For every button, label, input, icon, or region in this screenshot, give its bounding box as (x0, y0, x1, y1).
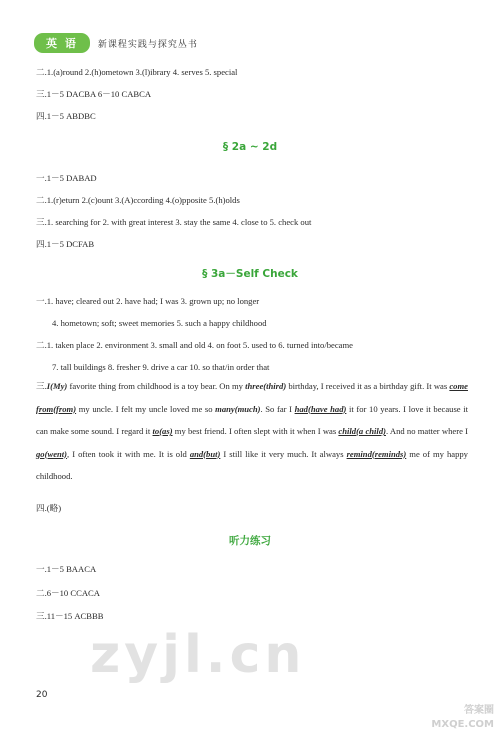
subject-badge: 英 语 (34, 33, 90, 53)
page-header (34, 34, 198, 52)
answer-line: 一.1－5 BAACA (36, 564, 97, 574)
answer-line: 7. tall buildings 8. fresher 9. drive a car 10. so that/in order that (52, 362, 270, 372)
correction: three(third) (245, 381, 287, 391)
corner-watermark: 答案圈 MXQE.COM (431, 705, 494, 730)
correction: and(but) (189, 448, 221, 459)
answer-line: 三.1－5 DACBA 6－10 CABCA (36, 89, 152, 99)
answer-line: 三.11－15 ACBBB (36, 611, 104, 621)
page-number: 20 (36, 690, 48, 700)
correction: many(much) (215, 403, 261, 414)
correction: remind(reminds) (346, 448, 407, 459)
answer-line: 二.1.(a)round 2.(h)ometown 3.(l)ibrary 4. serves 5. special (36, 67, 238, 77)
correction: child(a child) (338, 426, 386, 436)
answer-line: 二.6－10 CCACA (36, 588, 100, 598)
answer-line: 四.1－5 ABDBC (36, 111, 96, 121)
section-title: 听力练习 (229, 535, 271, 547)
section-title: § 2a ~ 2d (222, 141, 278, 153)
section-title: § 3a－Self Check (202, 268, 298, 280)
series-title: 新课程实践与探究丛书 (97, 39, 198, 50)
correction: to(as) (152, 426, 173, 436)
answer-line: 三.1. searching for 2. with great interest 3. stay the same 4. close to 5. check out (36, 217, 312, 227)
answer-line: 四.1－5 DCFAB (36, 239, 95, 249)
answer-line: 四.(略) (36, 503, 62, 513)
answer-line: 二.1. taken place 2. environment 3. small and old 4. on foot 5. used to 6. turned into/became (36, 340, 353, 350)
answer-line: 一.1－5 DABAD (36, 173, 97, 183)
answer-line: 一.1. have; cleared out 2. have had; I was 3. grown up; no longer (36, 296, 260, 306)
answer-line: 4. hometown; soft; sweet memories 5. such a happy childhood (52, 318, 267, 328)
correction: I(My) (46, 381, 68, 391)
correction: come from(from) (36, 381, 468, 414)
watermark: zyjl.cn (90, 625, 306, 685)
error-correction-paragraph: 三.I(My) favorite thing from childhood is a toy bear. On my three(third) birthday, I received it as a birthday gift. It was come from(from) my uncle. I felt my uncle loved me so many(much). So far I had(have had) it for 10 years. I love it because it can make some sound. I regard it to(as) my best friend. I often slept with it when I was child(a child). And no matter where I go(went), I often took it with me. It is old and(but) I still like it very much. It always remind(reminds) me of my happy childhood. (36, 381, 468, 481)
answer-line: 二.1.(r)eturn 2.(c)ount 3.(A)ccording 4.(o)pposite 5.(h)olds (36, 195, 240, 205)
correction: go(went) (36, 448, 68, 459)
correction: had(have had) (294, 403, 347, 414)
